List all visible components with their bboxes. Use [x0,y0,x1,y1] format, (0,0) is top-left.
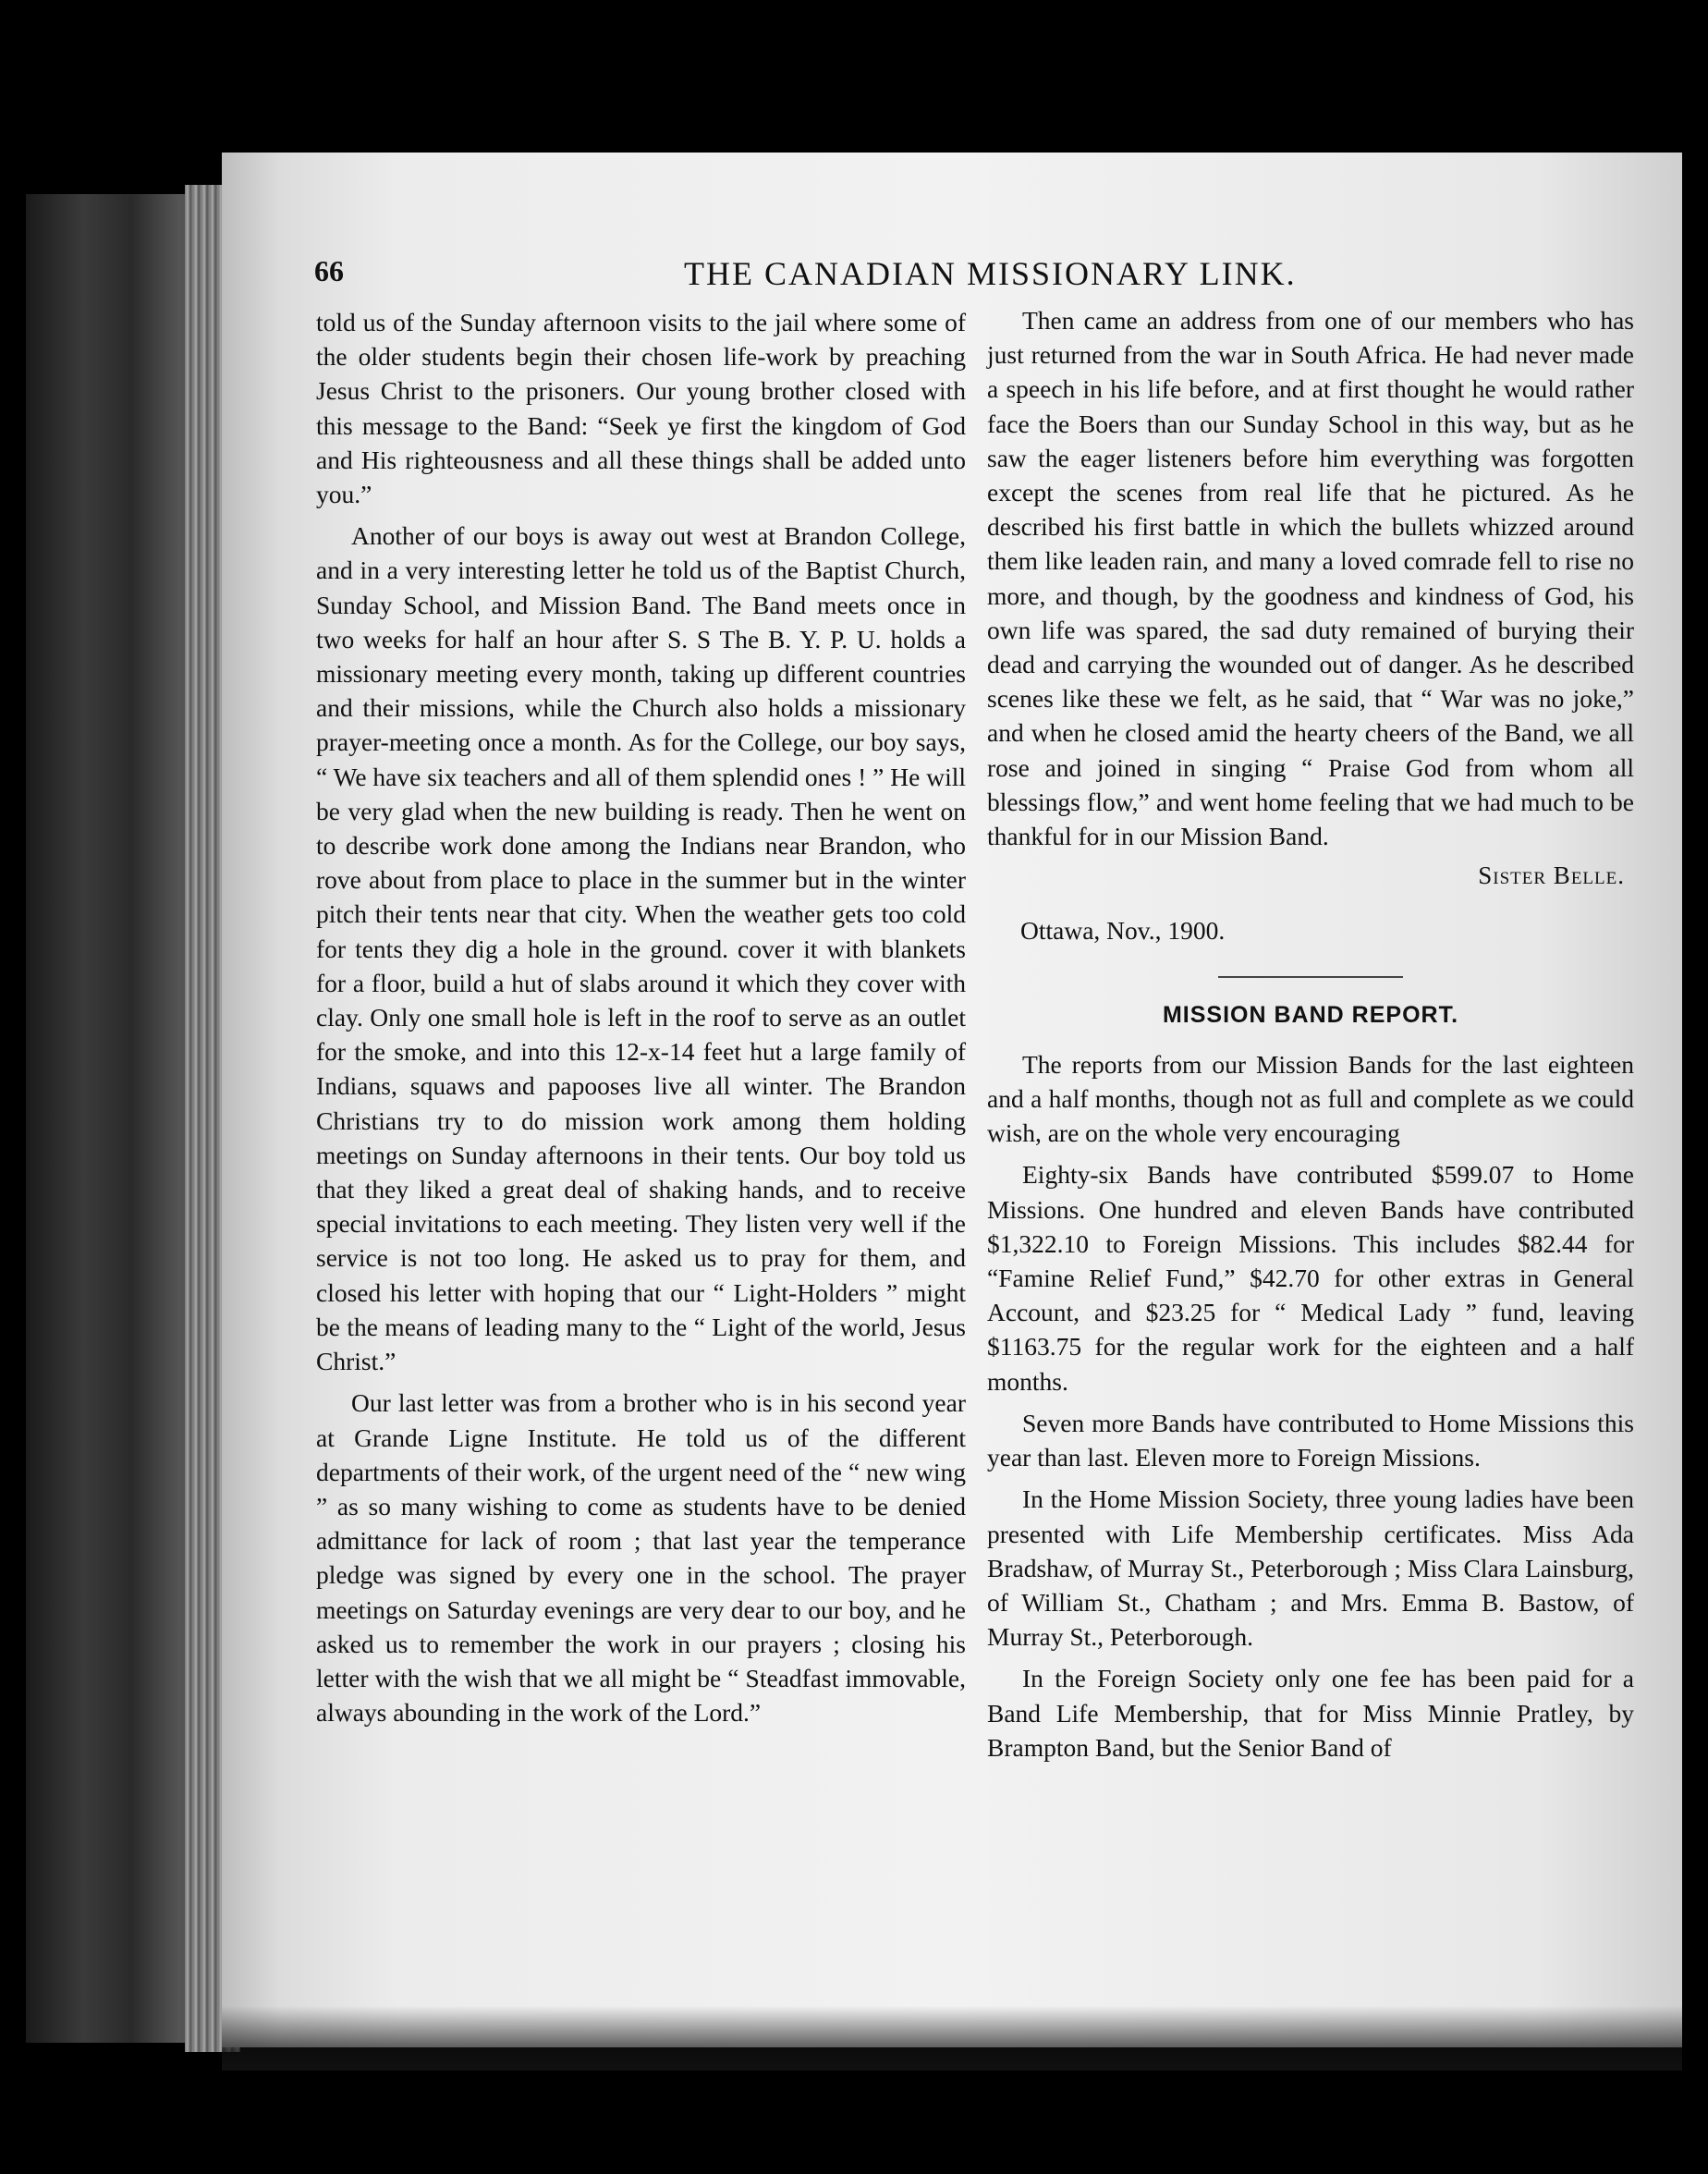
section-divider [1218,976,1403,978]
dateline: Ottawa, Nov., 1900. [1020,916,1226,946]
signature: Sister Belle. [1478,861,1625,890]
left-paragraph-1: told us of the Sunday afternoon visits to the jail where some of the older students begin their chosen life-work by preaching Jesus Christ to the prisoners. Our young brother closed with this message to the Band: “Seek ye first the kingdom of God and His righteousness and all these things shall be added unto you.” [316,308,966,509]
report-paragraph-4: In the Home Mission Society, three young ladies have been presented with Life Membership certificates. Miss Ada Bradshaw, of Murray St., Peterborough ; Miss Clara Lainsburg, of William St., Chatham ; and Mrs. Emma B. Bastow, of Murray St., Peterborough. [987,1484,1634,1652]
page-number: 66 [314,254,344,287]
running-title: THE CANADIAN MISSIONARY LINK. [684,255,1297,292]
left-column [316,305,966,1729]
page-header [314,254,1664,300]
section-title: MISSION BAND REPORT. [1162,1001,1459,1028]
left-paragraph-2: Another of our boys is away out west at Brandon College, and in a very interesting letter he told us of the Baptist Church, Sunday School, and Mission Band. The Band meets once in two weeks for half an hour after S. S The B. Y. P. U. holds a missionary meeting every month, taking up different countries and their missions, while the Church also holds a missionary prayer-meeting once a month. As for the College, our boy says, “ We have six teachers and all of them splendid ones ! ” He will be very glad when the new building is ready. Then he went on to describe work done among the Indians near Brandon, who rove about from place to place in the summer but in the winter pitch their tents near that city. When the weather gets too cold for tents they dig a hole in the ground. cover it with blankets for a floor, build a hut of slabs around it which they cover with clay. Only one small hole is left in the roof to serve as an outlet for the smoke, and into this 12-x-14 feet hut a large family of Indians, squaws and papooses live all winter. The Brandon Christians try to do mission work among them holding meetings on Sunday afternoons in their tents. Our boy told us that they liked a great deal of shaking hands, and to receive special invitations to each meeting. They listen very well if the service is not too long. He asked us to pray for them, and closed his letter with hoping that our “ Light-Holders ” might be the means of leading many to the “ Light of the world, Jesus Christ.” [316,521,966,1376]
page-bottom-shadow [222,2006,1682,2070]
right-column [987,303,1634,1765]
report-paragraph-1: The reports from our Mission Bands for the last eighteen and a half months, though not as full and complete as we could wish, are on the whole very encouraging [987,1049,1634,1148]
report-paragraph-5: In the Foreign Society only one fee has been paid for a Band Life Membership, that for Miss Minnie Pratley, by Brampton Band, but the Senior Band of [987,1664,1634,1762]
report-paragraph-3: Seven more Bands have contributed to Home Missions this year than last. Eleven more to Foreign Missions. [987,1408,1634,1472]
right-paragraph-1: Then came an address from one of our members who has just returned from the war in South Africa. He had never made a speech in his life before, and at first thought he would rather face the Boers than our Sunday School in this way, but as he saw the eager listeners before him everything was forgotten except the scenes from real life that he pictured. As he described his first battle in which the bullets whizzed around them like leaden rain, and many a loved comrade fell to rise no more, and though, by the goodness and kindness of God, his own life was spared, the sad duty remained of burying their dead and carrying the wounded out of danger. As he described scenes like these we felt, as he said, that “ War was no joke,” and when he closed amid the hearty cheers of the Band, we all rose and joined in singing “ Praise God from whom all blessings flow,” and went home feeling that we had much to be thankful for in our Mission Band. [987,306,1634,851]
left-paragraph-3: Our last letter was from a brother who is in his second year at Grande Ligne Institute. He told us of the different departments of their work, of the urgent need of the “ new wing ” as so many wishing to come as students have to be denied admittance for lack of room ; that last year the temperance pledge was signed by every one in the school. The prayer meetings on Saturday evenings are very dear to our boy, and he asked us to remember the work in our prayers ; closing his letter with the wish that we all might be “ Steadfast immovable, always abounding in the work of the Lord.” [316,1388,966,1728]
report-paragraph-2: Eighty-six Bands have contributed $599.07 to Home Missions. One hundred and eleven Bands have contributed $1,322.10 to Foreign Missions. This includes $82.44 for “Famine Relief Fund,” $42.70 for other extras in General Account, and $23.25 for “ Medical Lady ” fund, leaving $1163.75 for the regular work for the eighteen and a half months. [987,1160,1634,1396]
